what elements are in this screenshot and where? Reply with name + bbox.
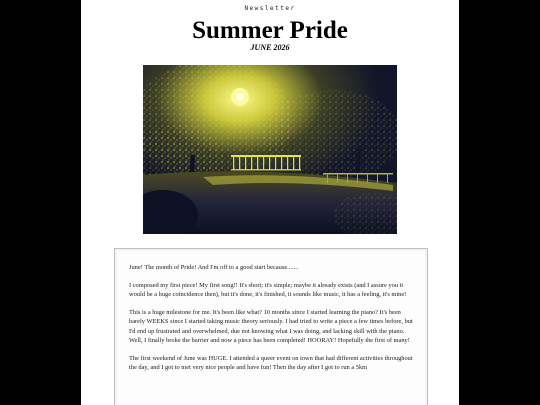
article-paragraph: This is a huge milestone for me. It's been like what? 10 months since I started learning the piano? It's been barely WEEKS since I started taking music theory seriously. I had tried to write a piece a few times before, but I'd end up frustrated and overwhelmed, due not knowing what I was doing, and lacking skill with the piano. Well, I finally broke the barrier and now a piece has been completed! HOORAY! Hopefully the first of many! bbox=[129, 308, 413, 344]
article-box bbox=[114, 248, 428, 405]
issue-date: JUNE 2026 bbox=[250, 43, 290, 52]
article-paragraph: June! The month of Pride! And I'm off to a good start because....... bbox=[129, 264, 299, 271]
article-body bbox=[129, 263, 415, 381]
newsletter-page bbox=[81, 0, 459, 405]
page-title: Summer Pride bbox=[192, 17, 348, 44]
newsletter-kicker: Newsletter bbox=[244, 5, 296, 12]
article-paragraph: The first weekend of June was HUGE. I attended a queer event on town that had different activities throughout the day, and I got to met very nice people and have fun! Then the day after I got to run a 5km bbox=[129, 354, 413, 371]
park-at-night-photo bbox=[143, 65, 397, 234]
article-paragraph: I composed my first piece! My first song!! It's short; it's simple; maybe it already exists (and I assure you it would be a huge coincidence then), but it's done, it's finished, it sounds like music, it has a feeling, it's mine! bbox=[129, 281, 407, 298]
photo-illustration bbox=[143, 65, 397, 234]
